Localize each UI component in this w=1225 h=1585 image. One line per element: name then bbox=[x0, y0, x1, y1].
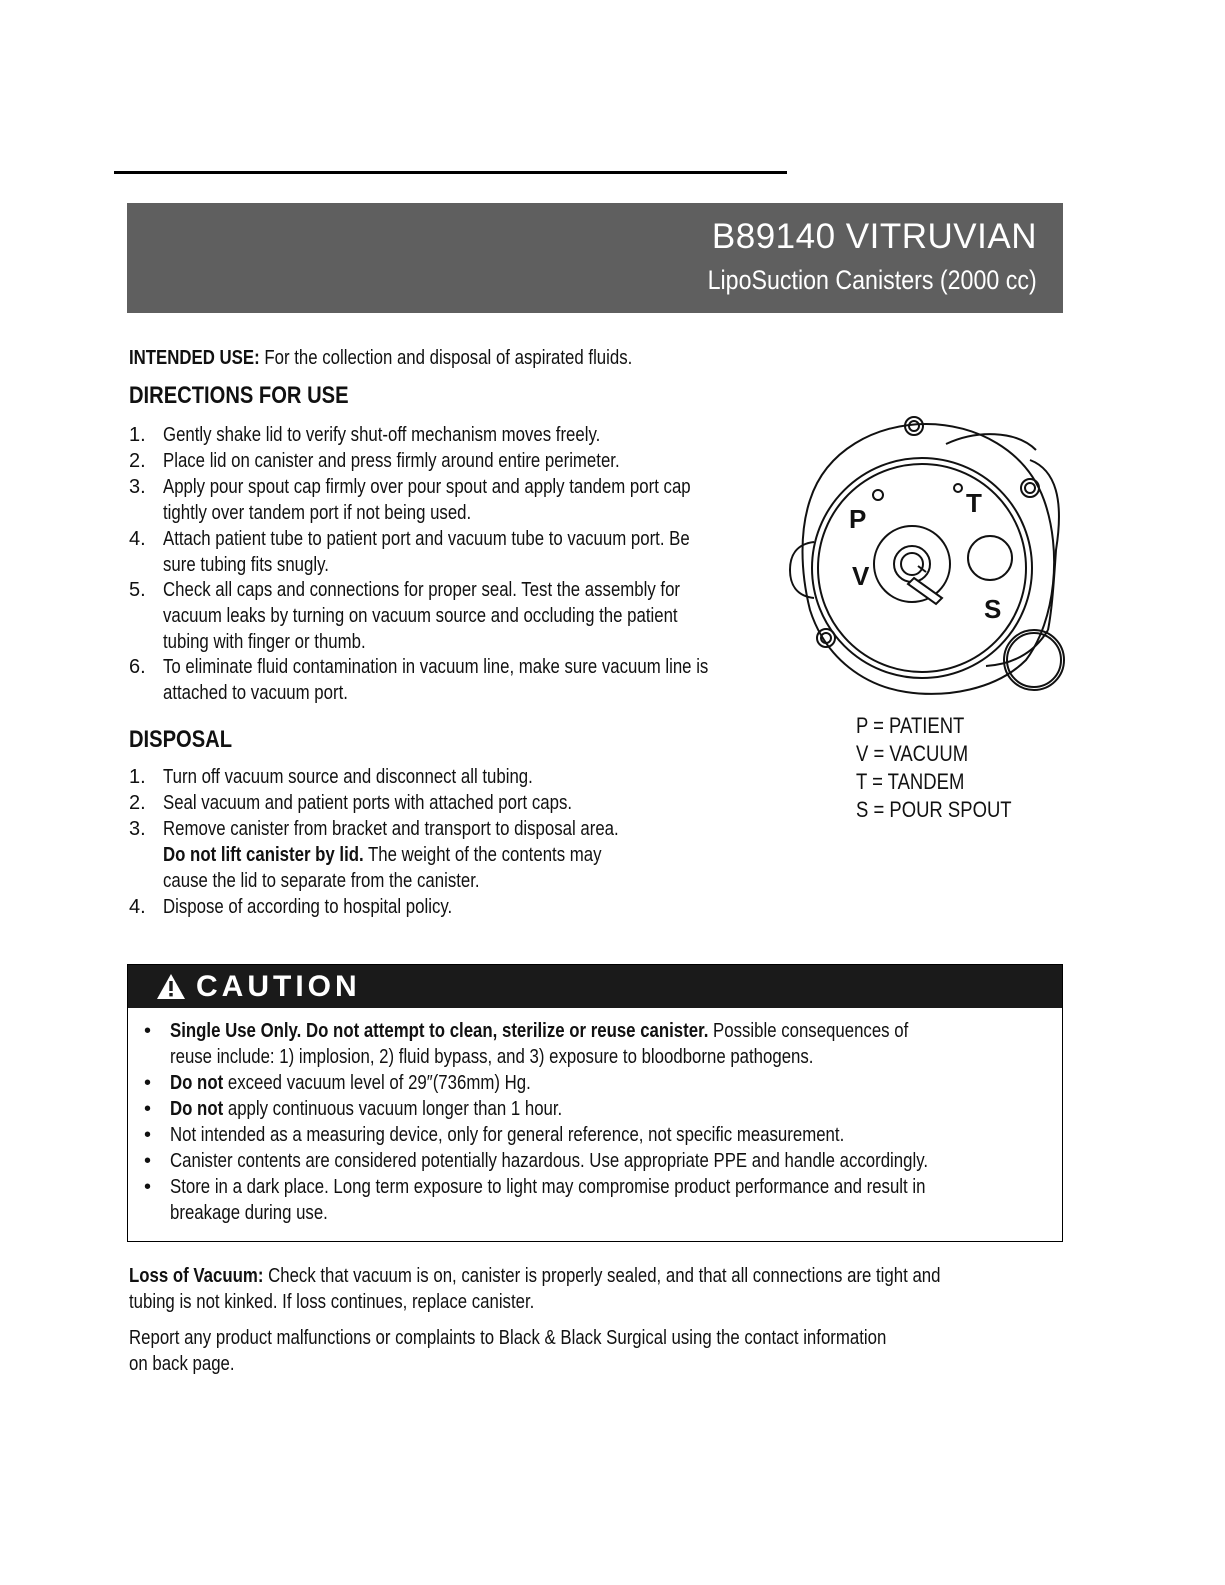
report-note: Report any product malfunctions or complaints to Black & Black Surgical using the contact information on back page. bbox=[129, 1327, 887, 1375]
diagram-legend bbox=[856, 712, 1041, 824]
legend-item: S = POUR SPOUT bbox=[856, 797, 1012, 822]
product-subtitle: LipoSuction Canisters (2000 cc) bbox=[707, 265, 1037, 295]
diagram-label-t: T bbox=[966, 488, 982, 518]
legend-item: P = PATIENT bbox=[856, 713, 965, 738]
product-code: B89140 VITRUVIAN bbox=[711, 217, 1037, 256]
diagram-label-p: P bbox=[849, 504, 867, 534]
diagram-label-s: S bbox=[984, 594, 1002, 624]
warning-triangle-icon bbox=[156, 973, 186, 1000]
loss-of-vacuum: Loss of Vacuum: Check that vacuum is on, canister is properly sealed, and that all connections are tight and tubing is not kinked. If loss continues, replace canister. bbox=[129, 1265, 941, 1313]
top-rule bbox=[114, 171, 787, 174]
disposal-heading: DISPOSAL bbox=[129, 726, 233, 753]
directions-heading: DIRECTIONS FOR USE bbox=[129, 382, 349, 409]
caution-box: CAUTION • Single Use Only. Do not attempt to clean, sterilize or reuse canister. Possible consequences of reuse include: 1) implosion, 2) fluid bypass, and 3) exposure to bloodborne pathogens. • Do not exceed vacuum level of 29″(736mm) Hg. • Do not apply continuous vacuum longer than 1 hour. • Not intended as a measuring device, only for general reference, not specific measurement. • Canister contents are considered potentially hazardous. Use appropriate PPE and handle accordingly. • Store in a dark place. Long term exposure to light may compromise product performance and result in breakage during use. bbox=[127, 964, 1063, 1242]
caution-header bbox=[128, 965, 1062, 1008]
legend-item: T = TANDEM bbox=[856, 769, 965, 794]
intended-use: INTENDED USE: For the collection and disposal of aspirated fluids. bbox=[129, 347, 633, 369]
diagram-label-v: V bbox=[852, 561, 870, 591]
canister-lid-diagram bbox=[786, 410, 1068, 700]
legend-item: V = VACUUM bbox=[856, 741, 969, 766]
header-band bbox=[127, 203, 1063, 313]
caution-title: CAUTION bbox=[196, 970, 361, 1003]
